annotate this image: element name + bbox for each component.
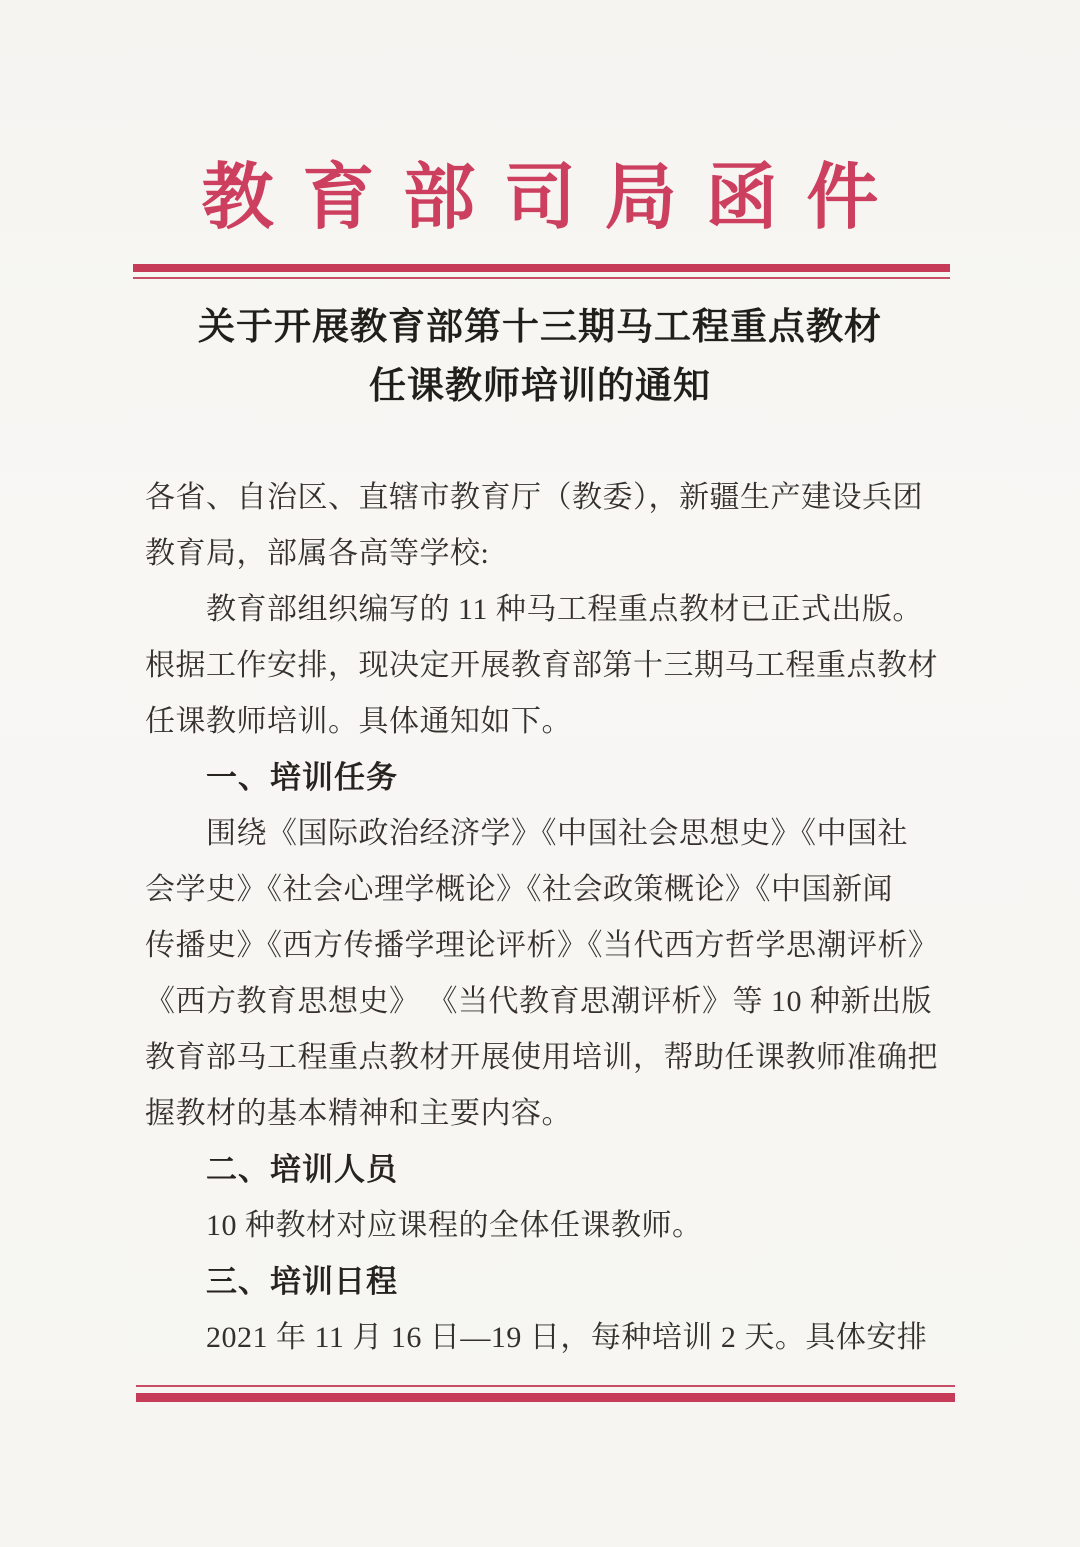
body-line: 各省、自治区、直辖市教育厅（教委），新疆生产建设兵团 bbox=[145, 481, 923, 514]
body-line: 传播史》《西方传播学理论评析》《当代西方哲学思潮评析》 bbox=[145, 929, 939, 962]
body-line: 10 种教材对应课程的全体任课教师。 bbox=[206, 1209, 703, 1242]
document-title-line1: 关于开展教育部第十三期马工程重点教材 bbox=[198, 307, 882, 348]
body-line: 握教材的基本精神和主要内容。 bbox=[145, 1097, 572, 1130]
document-title bbox=[0, 298, 1080, 416]
body-line: 围绕《国际政治经济学》《中国社会思想史》《中国社 bbox=[206, 817, 908, 850]
body-line: 《西方教育思想史》 《当代教育思潮评析》等 10 种新出版 bbox=[145, 985, 932, 1018]
body-line: 教育部马工程重点教材开展使用培训，帮助任课教师准确把 bbox=[145, 1041, 938, 1074]
footer-double-rule bbox=[136, 1385, 955, 1402]
header-rule-thick bbox=[133, 264, 950, 272]
section-heading: 一、培训任务 bbox=[206, 760, 398, 795]
section-heading: 二、培训人员 bbox=[206, 1152, 398, 1187]
document-title-line2: 任课教师培训的通知 bbox=[369, 366, 711, 407]
body-line: 任课教师培训。具体通知如下。 bbox=[145, 705, 572, 738]
letterhead-title: 教育部司局函件 bbox=[201, 158, 908, 238]
body-line: 2021 年 11 月 16 日—19 日，每种培训 2 天。具体安排 bbox=[206, 1321, 928, 1354]
header-rule-thin bbox=[133, 277, 950, 279]
body-line: 根据工作安排，现决定开展教育部第十三期马工程重点教材 bbox=[145, 649, 938, 682]
footer-rule-thin bbox=[136, 1385, 955, 1387]
section-heading: 三、培训日程 bbox=[206, 1264, 398, 1299]
body-line: 教育部组织编写的 11 种马工程重点教材已正式出版。 bbox=[206, 593, 923, 626]
body-line: 教育局，部属各高等学校: bbox=[145, 537, 490, 570]
header-double-rule bbox=[133, 264, 950, 279]
footer-rule-thick bbox=[136, 1393, 955, 1402]
body-line: 会学史》《社会心理学概论》《社会政策概论》《中国新闻 bbox=[145, 873, 893, 906]
document-body bbox=[145, 470, 957, 1366]
